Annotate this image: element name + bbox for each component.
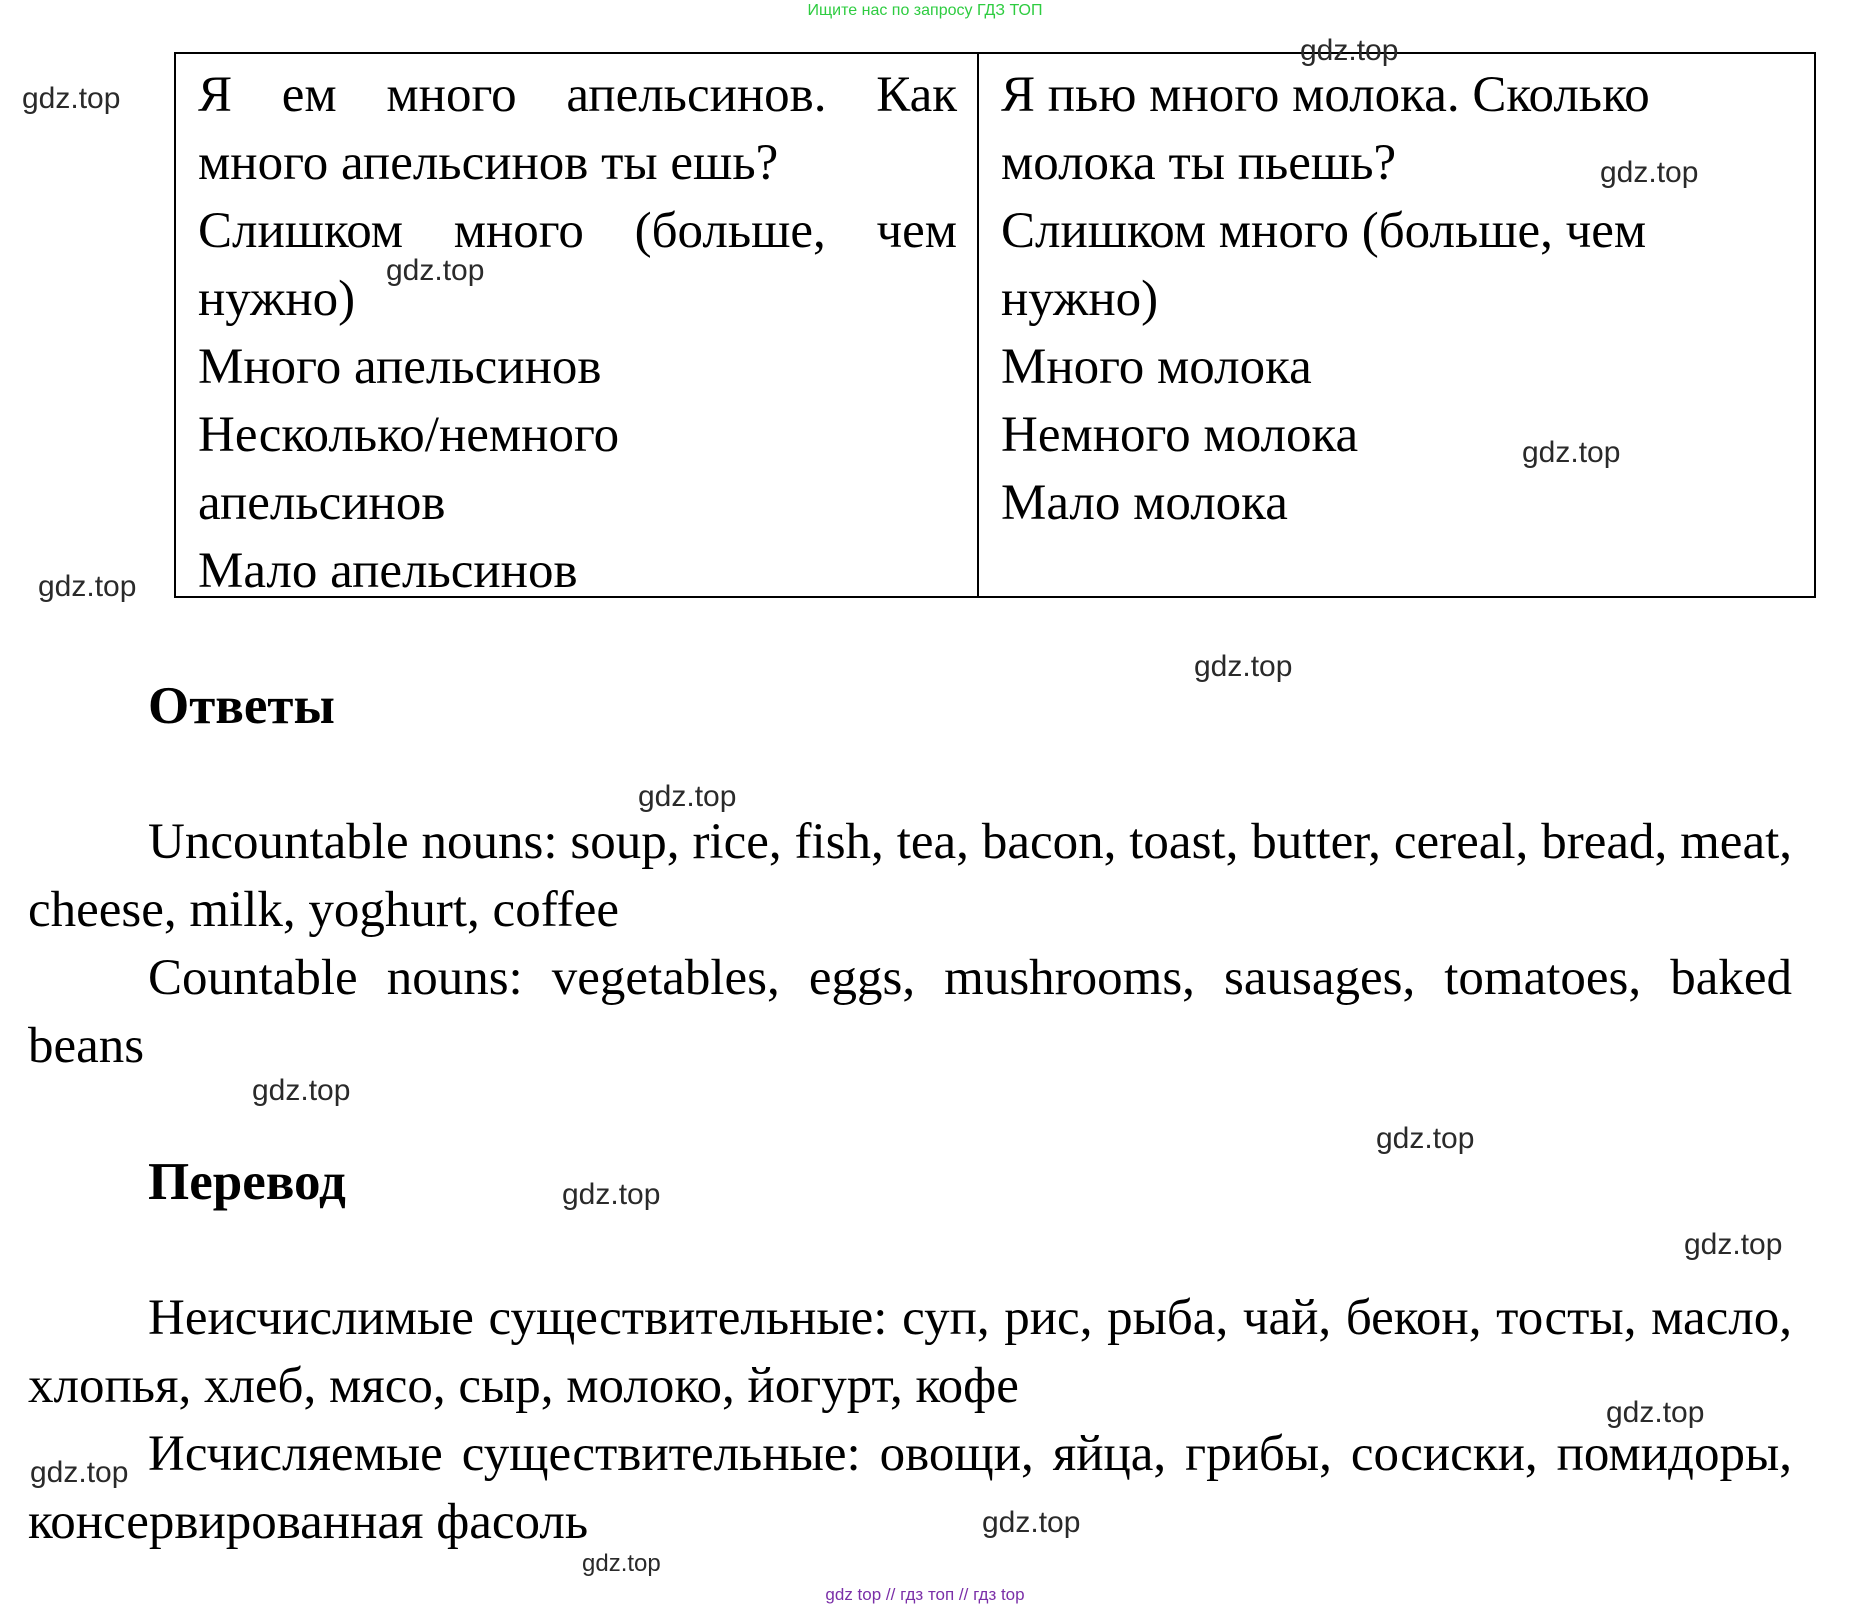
table-line: Я пью много молока. Сколько [1001, 67, 1650, 123]
watermark: gdz.top [562, 1178, 661, 1211]
table-line: много апельсинов ты ешь? [198, 135, 779, 191]
watermark: gdz.top [22, 82, 121, 115]
answers-heading: Ответы [148, 677, 335, 735]
answers-countable: Countable nouns: vegetables, eggs, mushrooms, sausages, tomatoes, baked beans [28, 950, 1792, 1074]
table-cell-oranges [176, 54, 979, 599]
table-line: Немного молока [1001, 407, 1359, 463]
table-line: Много молока [1001, 339, 1312, 395]
table-line: Я ем много апельсинов. Как [198, 67, 957, 123]
watermark: gdz.top [1194, 650, 1293, 683]
watermark: gdz.top [638, 780, 737, 813]
watermark: gdz.top [386, 254, 485, 287]
table-line: молока ты пьешь? [1001, 135, 1397, 191]
table-line: нужно) [198, 271, 356, 327]
watermark: gdz.top [982, 1506, 1081, 1539]
table-line: Слишком много (больше, чем [1001, 203, 1647, 259]
watermark: gdz.top [252, 1074, 351, 1107]
watermark: gdz.top [1600, 156, 1699, 189]
comparison-table [174, 52, 1816, 598]
watermark: gdz.top [38, 570, 137, 603]
top-banner: Ищите нас по запросу ГДЗ ТОП [807, 2, 1043, 19]
translation-countable: Исчисляемые существительные: овощи, яйца, грибы, сосиски, помидоры, консервированная фасоль [28, 1426, 1792, 1550]
table-line: Много апельсинов [198, 339, 602, 395]
translation-heading: Перевод [148, 1153, 346, 1211]
table-line: нужно) [1001, 271, 1159, 327]
table-cell-milk [979, 54, 1814, 596]
watermark: gdz.top [1606, 1396, 1705, 1429]
footer-links: gdz top // гдз топ // гдз top [825, 1585, 1025, 1604]
watermark: gdz.top [30, 1456, 129, 1489]
table-line: Мало молока [1001, 475, 1288, 531]
watermark: gdz.top [1376, 1122, 1475, 1155]
table-line: Слишком много (больше, чем [198, 203, 957, 259]
table-line: Мало апельсинов [198, 543, 578, 599]
watermark: gdz.top [1684, 1228, 1783, 1261]
watermark: gdz.top [582, 1550, 661, 1577]
translation-uncountable: Неисчислимые существительные: суп, рис, рыба, чай, бекон, тосты, масло, хлопья, хлеб, мясо, сыр, молоко, йогурт, кофе [28, 1290, 1792, 1414]
watermark: gdz.top [1522, 436, 1621, 469]
watermark: gdz.top [1300, 34, 1399, 67]
answers-uncountable: Uncountable nouns: soup, rice, fish, tea, bacon, toast, butter, cereal, bread, meat, cheese, milk, yoghurt, coffee [28, 814, 1792, 938]
table-line: Несколько/немного [198, 407, 620, 463]
table-line: апельсинов [198, 475, 446, 531]
